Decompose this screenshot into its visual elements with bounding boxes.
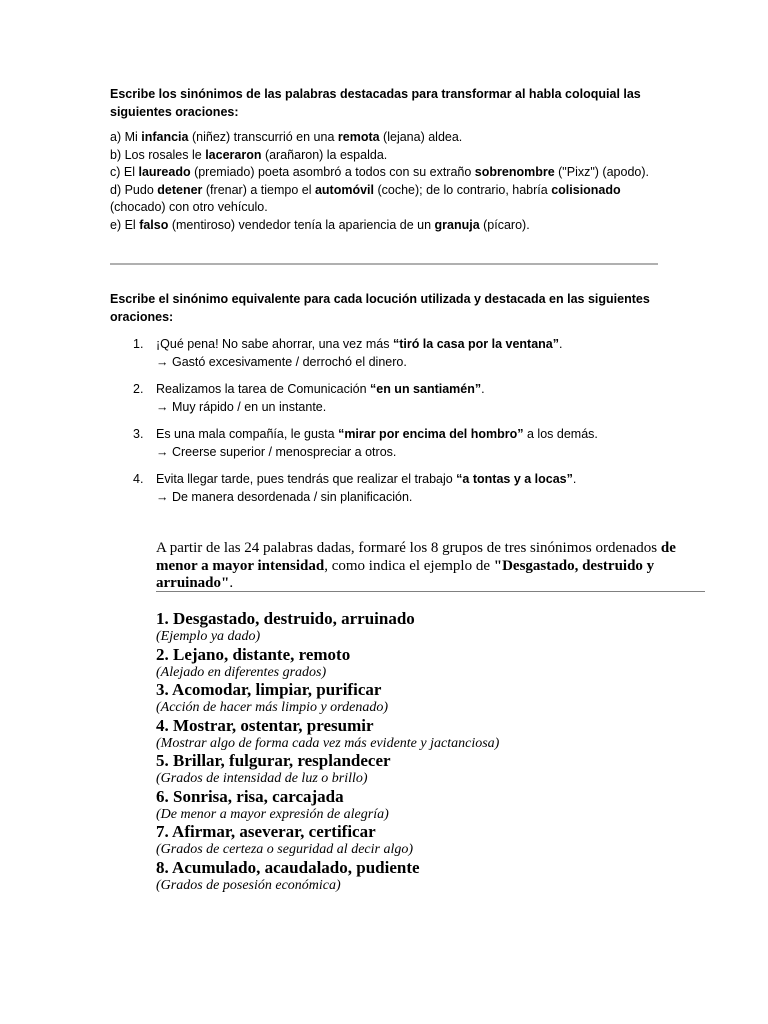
section-locutions	[110, 291, 650, 516]
highlighted-word: sobrenombre	[474, 165, 555, 179]
highlighted-word: granuja	[434, 217, 480, 232]
text-run: c) El	[110, 165, 139, 179]
text-run: A partir de las 24 palabras dadas, formaré los 8 grupos de tres sinónimos ordenados	[156, 540, 661, 556]
highlighted-word: “a tontas y a locas”	[456, 472, 573, 486]
item-answer: → De manera desordenada / sin planificación.	[156, 489, 413, 504]
highlighted-word: “mirar por encima del hombro”	[338, 427, 524, 441]
sentence-list	[110, 129, 650, 234]
group-title: 7. Afirmar, aseverar, certificar	[156, 822, 376, 841]
text-run: Evita llegar tarde, pues tendrás que realizar el trabajo	[156, 472, 457, 486]
text-run: b) Los rosales le	[110, 147, 206, 162]
item-number: 4.	[133, 472, 144, 486]
sentence-line	[110, 147, 650, 165]
list-item	[110, 381, 650, 416]
highlighted-word: “tiró la casa por la ventana”	[392, 337, 559, 351]
text-run: Realizamos la tarea de Comunicación	[156, 382, 370, 396]
text-run: (premiado) poeta asombró a todos con su extraño	[190, 165, 475, 179]
list-item	[110, 471, 650, 506]
group-title: 5. Brillar, fulgurar, resplandecer	[156, 751, 391, 770]
item-number: 1.	[133, 337, 144, 351]
list-item	[110, 426, 650, 461]
item-number: 3.	[133, 427, 144, 441]
text-run: , como indica el ejemplo de	[324, 557, 494, 574]
text-run: (pícaro).	[479, 217, 530, 232]
group-note: (Ejemplo ya dado)	[156, 629, 261, 644]
text-run: Es una mala compañía, le gusta	[156, 427, 339, 441]
sentence-line	[110, 217, 650, 235]
text-run: .	[559, 337, 563, 351]
text-run: .	[481, 382, 485, 396]
highlighted-word: automóvil	[314, 182, 375, 197]
highlighted-word: detener	[157, 182, 203, 197]
sentence-line	[110, 164, 650, 182]
section2-heading: Escribe el sinónimo equivalente para cada locución utilizada y destacada en las siguientes oraciones:	[110, 292, 650, 324]
text-run: (chocado) con otro vehículo.	[110, 200, 268, 214]
intro-paragraph	[156, 540, 708, 593]
sentence-line	[110, 182, 650, 217]
locution-list	[110, 336, 650, 506]
section-synonyms-colloquial	[110, 86, 650, 234]
section-synonym-groups-intro	[156, 540, 708, 593]
group-title: 3. Acomodar, limpiar, purificar	[156, 680, 382, 699]
text-run: a los demás.	[523, 427, 598, 441]
item-number: 2.	[133, 382, 144, 396]
item-sentence	[156, 471, 650, 489]
highlighted-word: laceraron	[205, 147, 262, 162]
text-run: e) El	[110, 217, 140, 232]
item-sentence	[156, 426, 650, 444]
text-run: .	[229, 575, 234, 591]
item-answer: → Muy rápido / en un instante.	[156, 399, 327, 414]
group-title: 2. Lejano, distante, remoto	[156, 644, 351, 664]
group-note: (Acción de hacer más limpio y ordenado)	[156, 700, 388, 715]
item-sentence	[156, 381, 650, 399]
text-run: .	[572, 472, 577, 486]
group-title: 1. Desgastado, destruido, arruinado	[156, 609, 415, 628]
divider	[156, 591, 705, 592]
group-title: 4. Mostrar, ostentar, presumir	[156, 715, 374, 735]
group-note: (Alejado en diferentes grados)	[156, 664, 327, 680]
text-run: (lejana) aldea.	[379, 130, 463, 144]
text-run: (niñez) transcurrió en una	[188, 130, 338, 144]
list-item	[110, 336, 650, 371]
group-note: (Grados de intensidad de luz o brillo)	[156, 771, 368, 786]
highlighted-word: falso	[139, 217, 169, 232]
group-title: 8. Acumulado, acaudalado, pudiente	[156, 857, 420, 877]
item-answer: → Gastó excesivamente / derrochó el dinero.	[156, 354, 407, 369]
highlighted-word: infancia	[141, 130, 189, 144]
text-run: ("Pixz") (apodo).	[554, 165, 649, 179]
sentence-line	[110, 129, 650, 147]
text-run: ¡Qué pena! No sabe ahorrar, una vez más	[156, 337, 393, 351]
highlighted-word: colisionado	[551, 182, 621, 197]
highlighted-word: de menor a mayor intensidad	[156, 540, 676, 574]
highlighted-word: remota	[337, 130, 380, 144]
text-run: a) Mi	[110, 130, 142, 144]
synonym-groups	[156, 610, 716, 894]
group-title: 6. Sonrisa, risa, carcajada	[156, 786, 344, 806]
section1-heading: Escribe los sinónimos de las palabras destacadas para transformar al habla coloquial las siguientes oraciones:	[110, 87, 641, 119]
group-note: (Grados de posesión económica)	[156, 877, 341, 893]
group-note: (Grados de certeza o seguridad al decir algo)	[156, 842, 414, 857]
text-run: (arañaron) la espalda.	[261, 147, 388, 162]
item-sentence	[156, 336, 650, 354]
group-note: (Mostrar algo de forma cada vez más evidente y jactanciosa)	[156, 735, 500, 751]
text-run: (frenar) a tiempo el	[202, 182, 315, 197]
divider	[110, 263, 658, 265]
text-run: (coche); de lo contrario, habría	[374, 182, 552, 197]
text-run: d) Pudo	[110, 182, 158, 197]
highlighted-word: "Desgastado, destruido y arruinado"	[156, 557, 655, 591]
highlighted-word: laureado	[138, 165, 191, 179]
group-note: (De menor a mayor expresión de alegría)	[156, 806, 389, 822]
highlighted-word: “en un santiamén”	[370, 382, 482, 396]
item-answer: → Creerse superior / menospreciar a otros.	[156, 444, 397, 459]
text-run: (mentiroso) vendedor tenía la apariencia de un	[168, 217, 435, 232]
